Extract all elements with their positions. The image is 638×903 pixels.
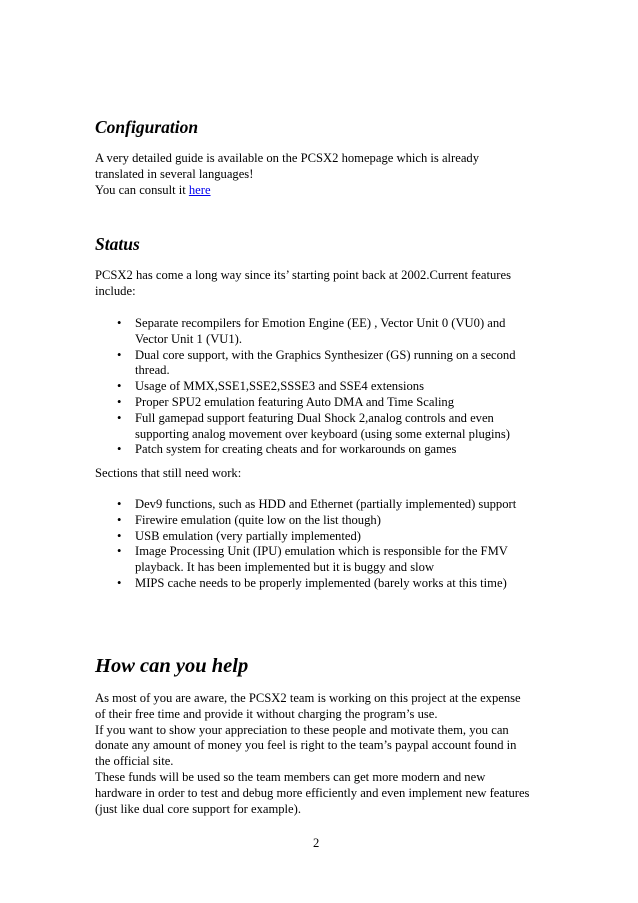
help-line: If you want to show your appreciation to these people and motivate them, you can [95,722,509,737]
list-item: • Dual core support, with the Graphics Synthesizer (GS) running on a second thread. [95,348,565,380]
status-intro-line-2: include: [95,283,136,298]
configuration-heading: Configuration [95,117,199,137]
configuration-line-3-text: You can consult it [95,182,189,197]
list-item: • Proper SPU2 emulation featuring Auto DMA and Time Scaling [95,395,565,411]
list-item: • Separate recompilers for Emotion Engine (EE) , Vector Unit 0 (VU0) and Vector Unit 1 (VU1). [95,316,565,348]
help-line: donate any amount of money you feel is right to the team’s paypal account found in [95,738,517,753]
features-list [95,316,565,458]
list-item: • Full gamepad support featuring Dual Shock 2,analog controls and even supporting analog movement over keyboard (using some external plugins) [95,411,565,443]
help-line: (just like dual core support for example). [95,801,301,816]
help-line: hardware in order to test and debug more efficiently and even implement new features [95,785,530,800]
configuration-line-3 [95,183,555,199]
help-line: the official site. [95,754,174,769]
work-list-container [95,497,565,592]
list-item: • USB emulation (very partially implemented) [95,529,565,545]
status-heading: Status [95,234,140,254]
list-item: • Image Processing Unit (IPU) emulation which is responsible for the FMV playback. It has been implemented but it is buggy and slow [95,544,565,576]
status-intro-line-1: PCSX2 has come a long way since its’ starting point back at 2002.Current features [95,268,511,282]
help-line: of their free time and provide it without charging the program’s use. [95,706,438,721]
status-section [95,236,555,254]
list-item: • Firewire emulation (quite low on the list though) [95,513,565,529]
work-heading-container [95,466,555,482]
help-body [95,691,575,817]
here-link[interactable]: here [188,182,211,197]
configuration-body [95,151,555,198]
list-item: • MIPS cache needs to be properly implemented (barely works at this time) [95,576,565,592]
work-list [95,497,565,592]
help-line: These funds will be used so the team members can get more modern and new [95,769,486,784]
configuration-section [95,119,555,137]
status-intro [95,268,565,300]
list-item: • Usage of MMX,SSE1,SSE2,SSSE3 and SSE4 extensions [95,379,565,395]
features-list-container [95,316,565,458]
configuration-line-2: translated in several languages! [95,166,254,181]
list-item: • Patch system for creating cheats and for workarounds on games [95,442,565,458]
list-item: • Dev9 functions, such as HDD and Ethernet (partially implemented) support [95,497,565,513]
page-number: 2 [313,836,320,850]
help-line: As most of you are aware, the PCSX2 team is working on this project at the expense [95,691,521,705]
help-section [95,656,555,677]
help-heading: How can you help [95,655,249,677]
configuration-line-1: A very detailed guide is available on the PCSX2 homepage which is already [95,151,480,165]
work-heading: Sections that still need work: [95,466,242,480]
